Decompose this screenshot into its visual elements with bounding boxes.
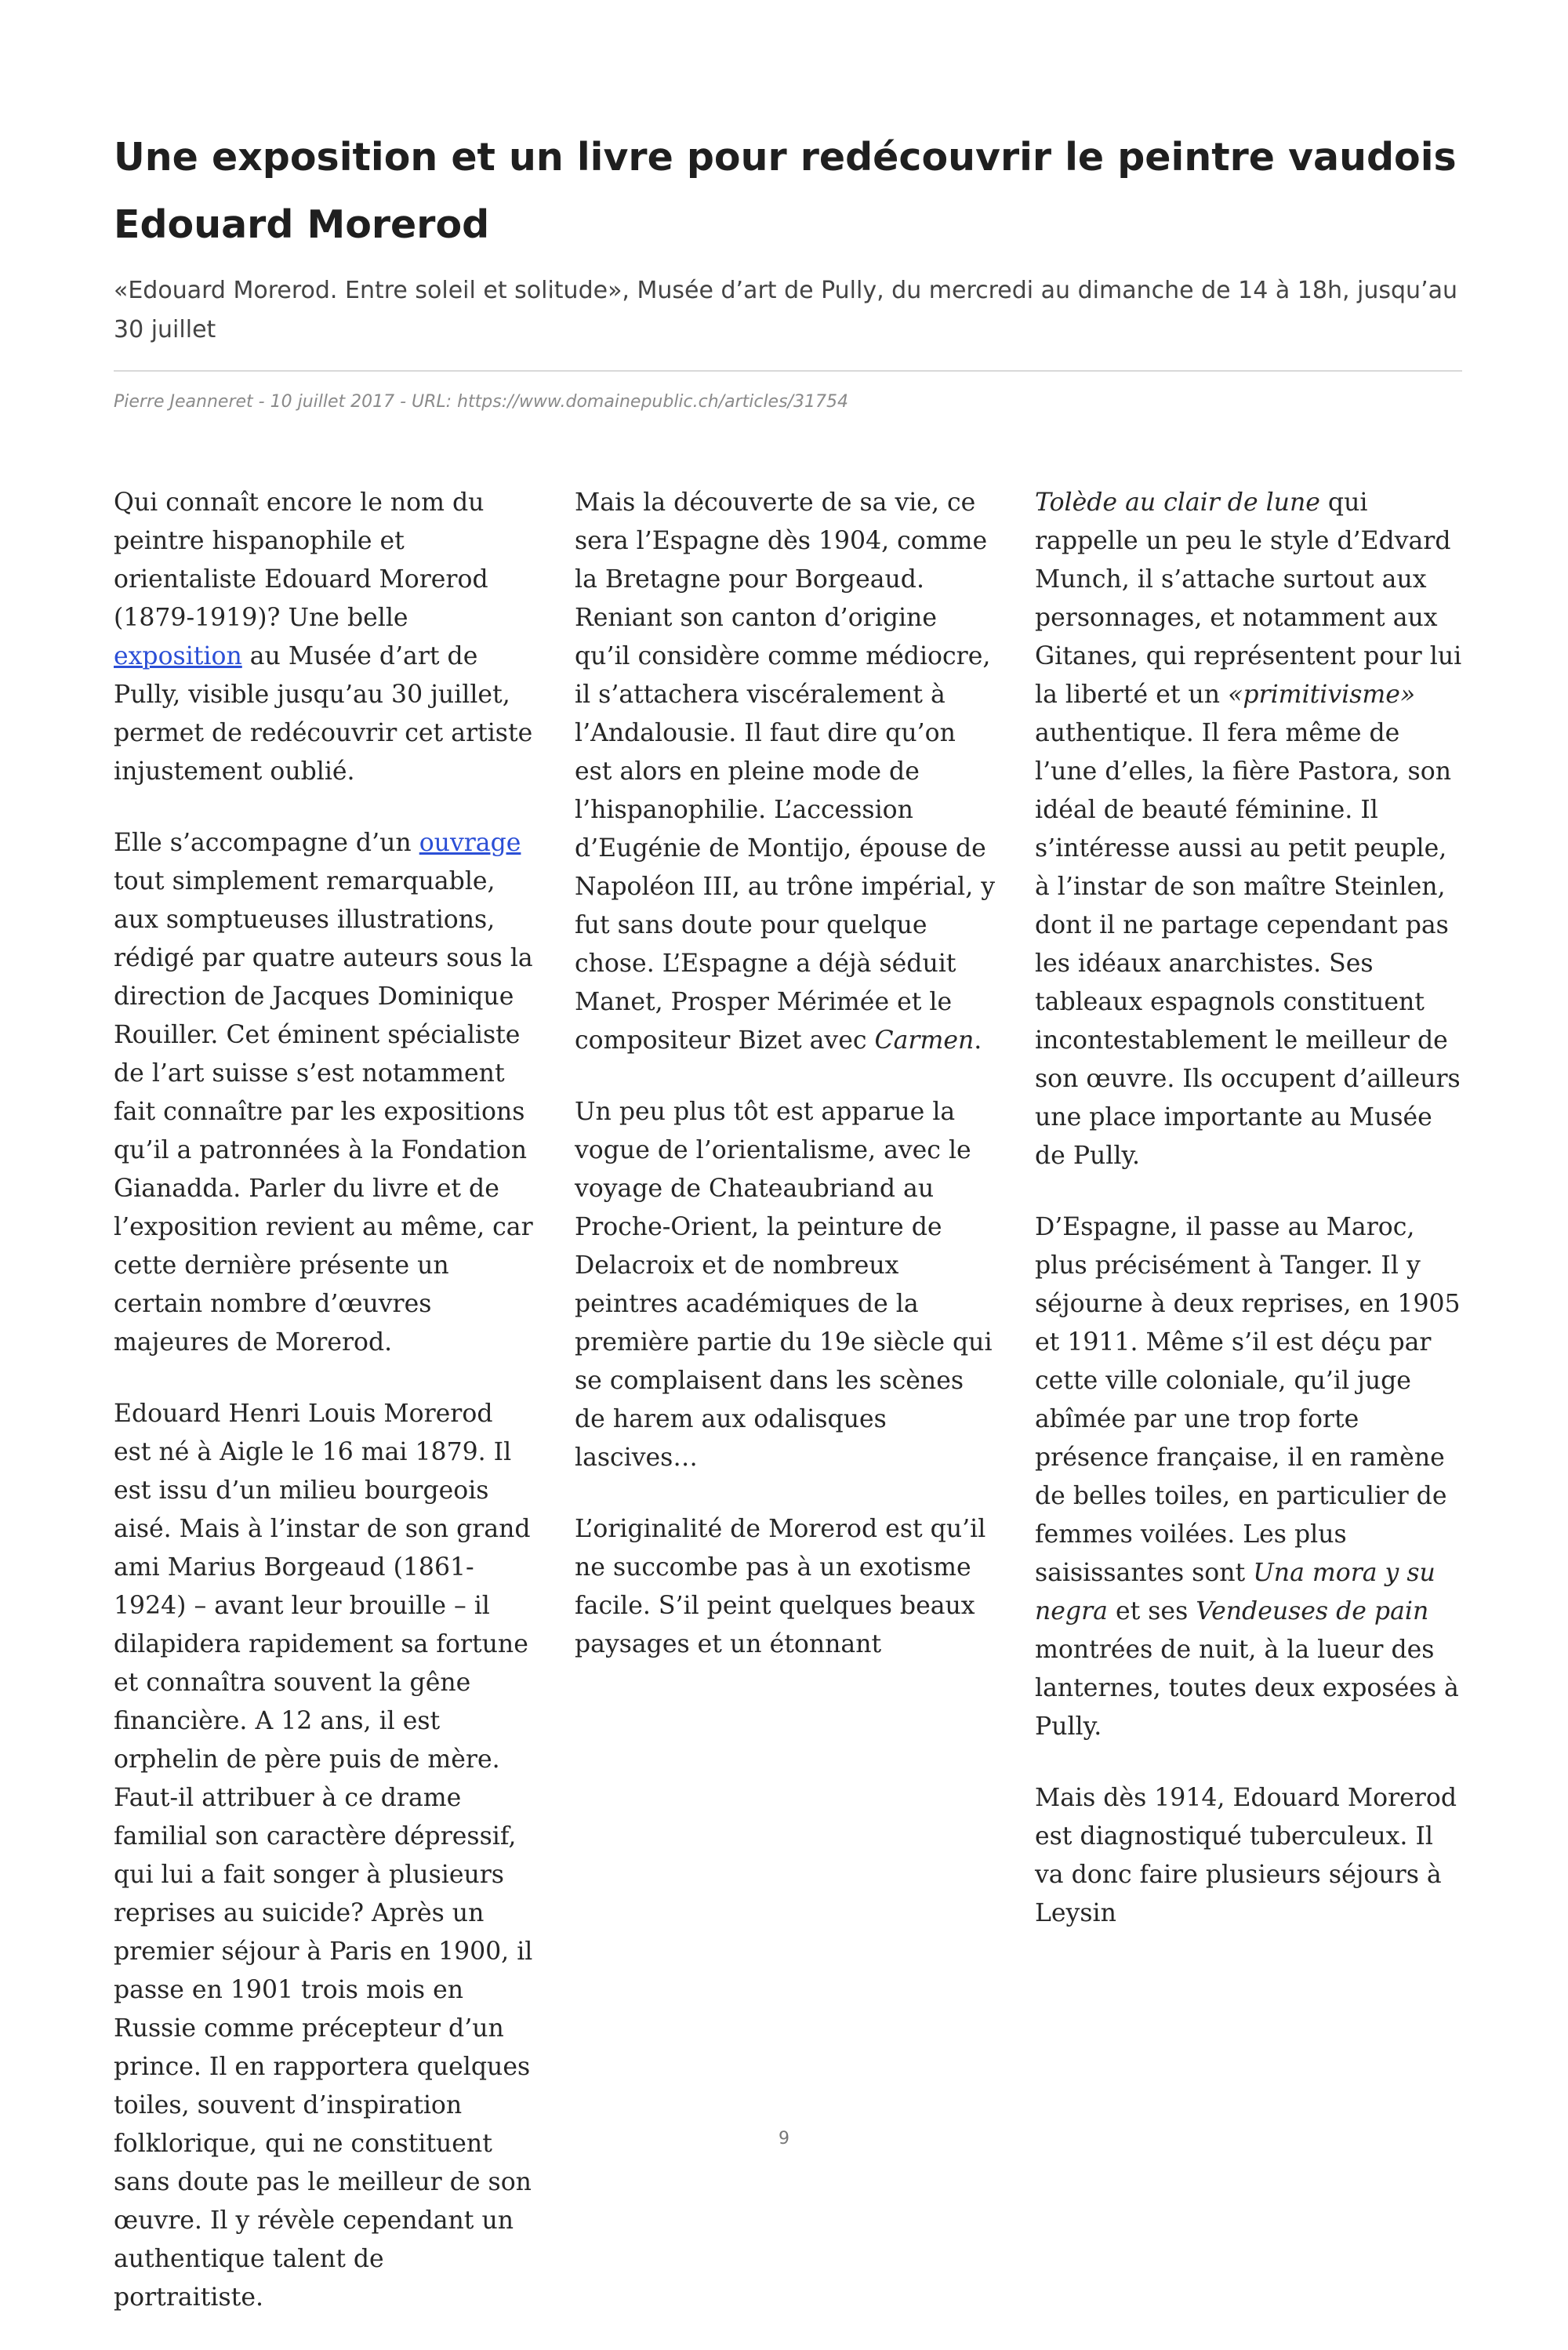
- paragraph-6-start: L’originalité de Morerod est qu’il ne succombe pas à un exotisme facile. S’il peint quelques beaux paysages et un étonnant: [575, 1515, 986, 1658]
- paragraph-7: D’Espagne, il passe au Maroc, plus précisément à Tanger. Il y séjourne à deux reprises, en 1905 et 1911. Même s’il est déçu par cette ville coloniale, qu’il juge abîmée par une trop forte présence française, il en ramène de belles toiles, en particulier de femmes voilées. Les plus saisissantes sont Una mora y su negra et ses Vendeuses de pain montrées de nuit, à la lueur des lanternes, toutes deux exposées à Pully.: [1035, 1213, 1461, 1741]
- text-column-1: [114, 484, 537, 2350]
- ouvrage-link[interactable]: ouvrage: [419, 829, 521, 857]
- page-number: 9: [779, 2129, 789, 2148]
- paragraph-1: Qui connaît encore le nom du peintre hispanophile et orientaliste Edouard Morerod (1879-1919)? Une belle exposition au Musée d’art de Pully, visible jusqu’au 30 juillet, permet de redécouvrir cet artiste injustement oublié.: [114, 489, 533, 786]
- paragraph-8: Mais dès 1914, Edouard Morerod est diagnostiqué tuberculeux. Il va donc faire plusieurs séjours à Leysin: [1035, 1784, 1457, 1927]
- text-column-3: [1035, 484, 1462, 1966]
- article-header: [114, 124, 1462, 412]
- article-meta: Pierre Jeanneret - 10 juillet 2017 - URL: https://www.domainepublic.ch/articles/31754: [114, 392, 848, 412]
- paragraph-6: Tolède au clair de lune qui rappelle un peu le style d’Edvard Munch, il s’attache surtout aux personnages, et notamment aux Gitanes, qui représentent pour lui la liberté et un «primitivisme» authentique. Il fera même de l’une d’elles, la fière Pastora, son idéal de beauté féminine. Il s’intéresse aussi au petit peuple, à l’instar de son maître Steinlen, dont il ne partage cependant pas les idéaux anarchistes. Ses tableaux espagnols constituent incontestablement le meilleur de son œuvre. Ils occupent d’ailleurs une place importante au Musée de Pully.: [1035, 489, 1462, 1170]
- article-subtitle: «Edouard Morerod. Entre soleil et solitude», Musée d’art de Pully, du mercredi au dimanche de 14 à 18h, jusqu’au 30 juillet: [114, 277, 1457, 343]
- exposition-link[interactable]: exposition: [114, 642, 242, 670]
- article-title: Une exposition et un livre pour redécouvrir le peintre vaudois Edouard Morerod: [114, 135, 1457, 247]
- text-column-2: [575, 484, 998, 1697]
- paragraph-3: Edouard Henri Louis Morerod est né à Aigle le 16 mai 1879. Il est issu d’un milieu bourgeois aisé. Mais à l’instar de son grand ami Marius Borgeaud (1861-1924) – avant leur brouille – il dilapidera rapidement sa fortune et connaîtra souvent la gêne financière. A 12 ans, il est orphelin de père puis de mère. Faut-il attribuer à ce drame familial son caractère dépressif, qui lui a fait songer à plusieurs reprises au suicide? Après un premier séjour à Paris en 1900, il passe en 1901 trois mois en Russie comme précepteur d’un prince. Il en rapportera quelques toiles, souvent d’inspiration folklorique, qui ne constituent sans doute pas le meilleur de son œuvre. Il y révèle cependant un authentique talent de portraitiste.: [114, 1400, 533, 2312]
- header-divider: [114, 370, 1462, 372]
- paragraph-5: Un peu plus tôt est apparue la vogue de l’orientalisme, avec le voyage de Chateaubriand au Proche-Orient, la peinture de Delacroix et de nombreux peintres académiques de la première partie du 19e siècle qui se complaisent dans les scènes de harem aux odalisques lascives…: [575, 1098, 993, 1472]
- paragraph-2: Elle s’accompagne d’un ouvrage tout simplement remarquable, aux somptueuses illustrations, rédigé par quatre auteurs sous la direction de Jacques Dominique Rouiller. Cet éminent spécialiste de l’art suisse s’est notamment fait connaître par les expositions qu’il a patronnées à la Fondation Gianadda. Parler du livre et de l’exposition revient au même, car cette dernière présente un certain nombre d’œuvres majeures de Morerod.: [114, 829, 533, 1357]
- paragraph-4: Mais la découverte de sa vie, ce sera l’Espagne dès 1904, comme la Bretagne pour Borgeaud. Reniant son canton d’origine qu’il considère comme médiocre, il s’attachera viscéralement à l’Andalousie. Il faut dire qu’on est alors en pleine mode de l’hispanophilie. L’accession d’Eugénie de Montijo, épouse de Napoléon III, au trône impérial, y fut sans doute pour quelque chose. L’Espagne a déjà séduit Manet, Prosper Mérimée et le compositeur Bizet avec Carmen.: [575, 489, 996, 1055]
